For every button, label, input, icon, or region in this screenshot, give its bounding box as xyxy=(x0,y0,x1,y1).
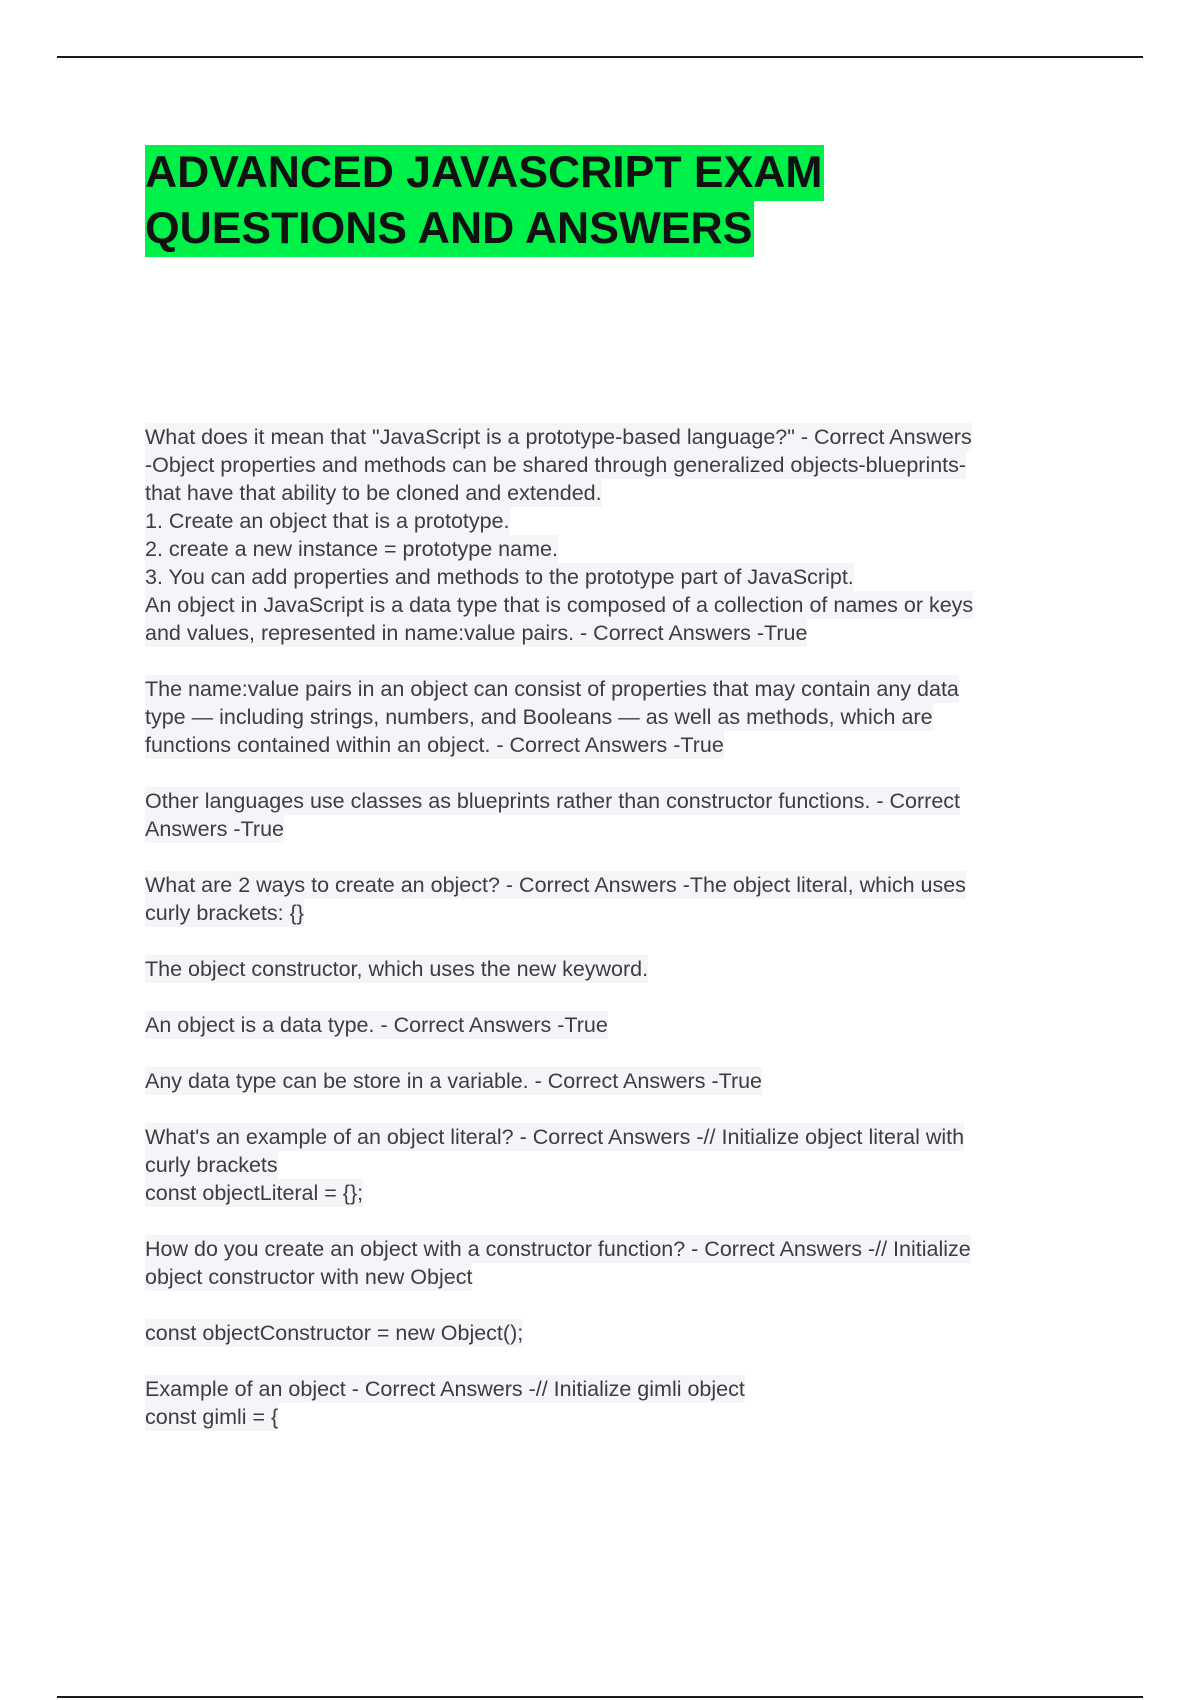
text-line: object constructor with new Object xyxy=(145,1265,473,1289)
text-line: 2. create a new instance = prototype name. xyxy=(145,537,558,561)
qa-block xyxy=(145,1067,1090,1095)
text-line: What are 2 ways to create an object? - Correct Answers -The object literal, which uses xyxy=(145,873,966,897)
text-line: How do you create an object with a constructor function? - Correct Answers -// Initialize xyxy=(145,1237,971,1261)
bottom-rule xyxy=(57,1696,1143,1698)
qa-block xyxy=(145,1011,1090,1039)
text-line: What does it mean that "JavaScript is a prototype-based language?" - Correct Answers xyxy=(145,425,972,449)
document-title xyxy=(145,145,1045,257)
text-line: 1. Create an object that is a prototype. xyxy=(145,509,510,533)
text-line: The object constructor, which uses the new keyword. xyxy=(145,957,649,981)
text-line: 3. You can add properties and methods to the prototype part of JavaScript. xyxy=(145,565,854,589)
qa-block xyxy=(145,1235,1090,1291)
title-line: QUESTIONS AND ANSWERS xyxy=(145,201,754,257)
text-line: The name:value pairs in an object can consist of properties that may contain any data xyxy=(145,677,959,701)
text-line: type — including strings, numbers, and Booleans — as well as methods, which are xyxy=(145,705,933,729)
text-line: const gimli = { xyxy=(145,1405,279,1429)
qa-block xyxy=(145,955,1090,983)
text-line: curly brackets: {} xyxy=(145,901,304,925)
text-line: Any data type can be store in a variable. - Correct Answers -True xyxy=(145,1069,763,1093)
qa-block xyxy=(145,675,1090,759)
text-line: Other languages use classes as blueprints rather than constructor functions. - Correct xyxy=(145,789,961,813)
qa-block xyxy=(145,1123,1090,1207)
qa-content xyxy=(145,423,1090,1459)
text-line: Answers -True xyxy=(145,817,284,841)
qa-block xyxy=(145,871,1090,927)
qa-block xyxy=(145,787,1090,843)
text-line: Example of an object - Correct Answers -// Initialize gimli object xyxy=(145,1377,745,1401)
text-line: An object is a data type. - Correct Answers -True xyxy=(145,1013,608,1037)
text-line: An object in JavaScript is a data type that is composed of a collection of names or keys xyxy=(145,593,974,617)
text-line: const objectLiteral = {}; xyxy=(145,1181,364,1205)
qa-block xyxy=(145,1319,1090,1347)
text-line: and values, represented in name:value pairs. - Correct Answers -True xyxy=(145,621,808,645)
top-rule xyxy=(57,56,1143,58)
qa-block xyxy=(145,1375,1090,1431)
text-line: What's an example of an object literal? - Correct Answers -// Initialize object literal with xyxy=(145,1125,965,1149)
text-line: curly brackets xyxy=(145,1153,278,1177)
qa-block xyxy=(145,423,1090,647)
text-line: functions contained within an object. - Correct Answers -True xyxy=(145,733,724,757)
title-line: ADVANCED JAVASCRIPT EXAM xyxy=(145,145,824,201)
text-line: that have that ability to be cloned and extended. xyxy=(145,481,602,505)
text-line: const objectConstructor = new Object(); xyxy=(145,1321,524,1345)
text-line: -Object properties and methods can be shared through generalized objects-blueprints- xyxy=(145,453,967,477)
